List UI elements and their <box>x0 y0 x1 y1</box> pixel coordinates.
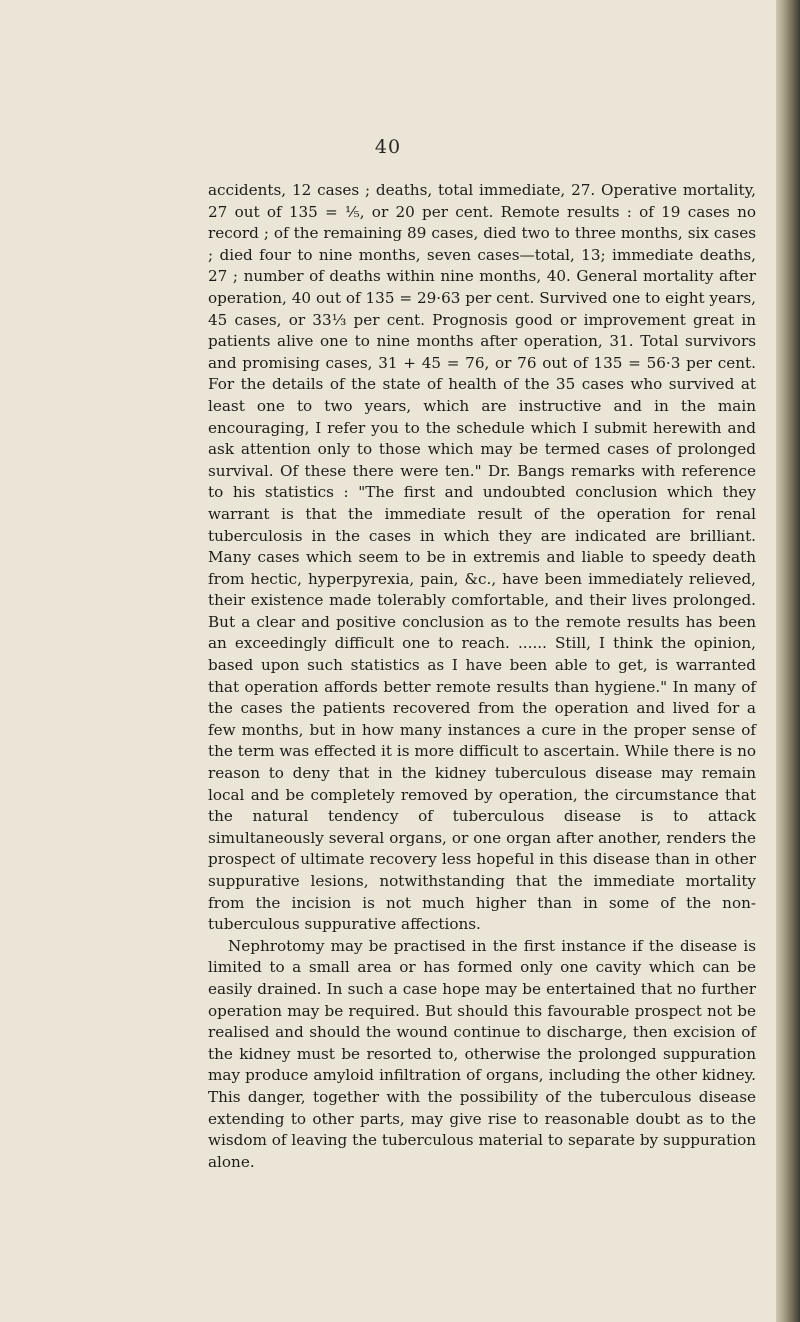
book-spine-edge <box>776 0 800 1322</box>
page-number: 40 <box>374 136 402 158</box>
body-text <box>208 180 756 1173</box>
paragraph-2: Nephrotomy may be practised in the first instance if the disease is limited to a small area or has formed only one cavity which can be easily drained. In such a case hope may be entertained that no further operation may be required. But should this favourable prospect not be realised and should the wound continue to discharge, then excision of the kidney must be resorted to, otherwise the prolonged suppuration may produce amyloid infiltration of organs, including the other kidney. This danger, together with the possibility of the tuberculous disease extending to other parts, may give rise to reasonable doubt as to the wisdom of leaving the tuberculous material to separate by suppuration alone. <box>208 936 756 1171</box>
paragraph-1: accidents, 12 cases ; deaths, total immediate, 27. Operative mortality, 27 out of 135 = ⅕, or 20 per cent. Remote results : of 19 cases no record ; of the remaining 89 cases, died two to three months, six cases ; died four to nine months, seven cases—total, 13; immediate deaths, 27 ; number of deaths within nine months, 40. General mortality after operation, 40 out of 135 = 29·63 per cent. Survived one to eight years, 45 cases, or 33⅓ per cent. Prognosis good or improvement great in patients alive one to nine months after operation, 31. Total survivors and promising cases, 31 + 45 = 76, or 76 out of 135 = 56·3 per cent. For the details of the state of health of the 35 cases who survived at least one to two years, which are instructive and in the main encouraging, I refer you to the schedule which I submit herewith and ask attention only to those which may be termed cases of prolonged survival. Of these there were ten." Dr. Bangs remarks with reference to his statistics : "The first and undoubted conclusion which they warrant is that the immediate result of the operation for renal tuberculosis in the cases in which they are indicated are brilliant. Many cases which seem to be in extremis and liable to speedy death from hectic, hyperpyrexia, pain, &c., have been immediately relieved, their existence made tolerably comfortable, and their lives prolonged. But a clear and positive conclusion as to the remote results has been an exceedingly difficult one to reach. ...... Still, I think the opinion, based upon such statistics as I have been able to get, is warranted that operation affords better remote results than hygiene." In many of the cases the patients recovered from the operation and lived for a few months, but in how many instances a cure in the proper sense of the term was effected it is more difficult to ascertain. While there is no reason to deny that in the kidney tuberculous disease may remain local and be completely removed by operation, the circumstance that the natural tendency of tuberculous disease is to attack simultaneously several organs, or one organ after another, renders the prospect of ultimate recovery less hopeful in this disease than in other suppurative lesions, notwithstanding that the immediate mortality from the incision is not much higher than in some of the non-tuberculous suppurative affections. <box>208 181 756 934</box>
